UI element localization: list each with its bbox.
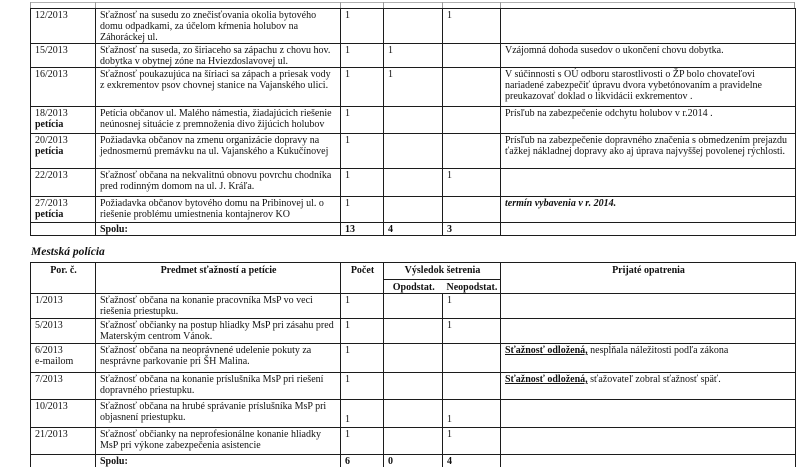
table-row — [31, 44, 796, 68]
justified-cell — [384, 319, 443, 344]
unjustified-cell — [443, 107, 501, 134]
subject-cell: Sťažnosť občianky na postup hliadky MsP pri zásahu pred Materským centrom Vánok. — [96, 319, 341, 344]
empty-cell — [501, 455, 796, 467]
case-number-cell: 7/2013 — [31, 373, 96, 400]
case-number-cell: 21/2013 — [31, 428, 96, 455]
total-justified-cell: 4 — [384, 223, 443, 236]
table-row — [31, 169, 796, 197]
unjustified-cell — [443, 44, 501, 68]
petition-tag: petícia — [35, 146, 64, 157]
subject-cell: Požiadavka občanov na zmenu organizácie dopravy na jednosmernú premávku na ul. Vajanského a Kukučínovej — [96, 134, 341, 169]
subject-cell: Sťažnosť občana na nekvalitnú obnovu povrchu chodníka pred rodinným domom na ul. J. Kráľa. — [96, 169, 341, 197]
unjustified-cell: 1 — [443, 400, 501, 428]
table-row — [31, 107, 796, 134]
table-row — [31, 319, 796, 344]
count-cell: 1 — [341, 373, 384, 400]
unjustified-cell: 1 — [443, 319, 501, 344]
subject-cell: Sťažnosť poukazujúca na šíriaci sa zápach a priesak vody z exkrementov psov chovnej stanice na Vajanského ulici. — [96, 68, 341, 107]
case-number-cell: 1/2013 — [31, 294, 96, 319]
count-cell: 1 — [341, 344, 384, 373]
total-unjustified-cell: 4 — [443, 455, 501, 467]
justified-cell — [384, 134, 443, 169]
case-number-cell: 27/2013 petícia — [31, 197, 96, 223]
case-number-cell: 6/2013 e-mailom — [31, 344, 96, 373]
table-row — [31, 68, 796, 107]
measures-cell — [501, 319, 796, 344]
petition-tag: petícia — [35, 209, 64, 220]
count-cell: 1 — [341, 44, 384, 68]
subject-cell: Sťažnosť občianky na neprofesionálne konanie hliadky MsP pri výkone zabezpečenia asistencie — [96, 428, 341, 455]
measures-cell — [501, 400, 796, 428]
complaints-petitions-table-continued — [30, 8, 796, 236]
count-cell: 1 — [341, 68, 384, 107]
subject-cell: Sťažnosť občana na neoprávnené udelenie pokuty za nesprávne parkovanie pri ŠH Malina. — [96, 344, 341, 373]
case-number-cell: 18/2013 petícia — [31, 107, 96, 134]
petition-tag: petícia — [35, 119, 64, 130]
measures-cell: V súčinnosti s OÚ odboru starostlivosti o ŽP bolo chovateľovi nariadené zabezpečiť úpravu dvora vybetónovaním a pravidelne preukazovať doklad o likvidácii exkrementov . — [501, 68, 796, 107]
unjustified-cell: 1 — [443, 428, 501, 455]
total-label-cell: Spolu: — [96, 455, 341, 467]
case-number-cell: 16/2013 — [31, 68, 96, 107]
subject-cell: Sťažnosť občana na konanie príslušníka MsP pri riešení dopravného priestupku. — [96, 373, 341, 400]
table-row — [31, 197, 796, 223]
justified-cell: 1 — [384, 68, 443, 107]
justified-cell — [384, 373, 443, 400]
section-title: Mestská polícia — [31, 246, 105, 258]
empty-cell — [31, 455, 96, 467]
unjustified-cell: 1 — [443, 169, 501, 197]
justified-cell — [384, 9, 443, 44]
unjustified-cell — [443, 68, 501, 107]
empty-cell — [31, 223, 96, 236]
table-row — [31, 400, 796, 428]
header-row — [31, 263, 796, 280]
count-cell: 1 — [341, 134, 384, 169]
count-cell: 1 — [341, 294, 384, 319]
justified-cell — [384, 428, 443, 455]
unjustified-cell: 1 — [443, 294, 501, 319]
justified-cell — [384, 169, 443, 197]
case-number-cell: 20/2013 petícia — [31, 134, 96, 169]
empty-cell — [501, 223, 796, 236]
justified-cell — [384, 344, 443, 373]
count-cell: 1 — [341, 319, 384, 344]
measures-cell: Sťažnosť odložená, nespĺňala náležitosti podľa zákona — [501, 344, 796, 373]
measures-cell — [501, 294, 796, 319]
total-row — [31, 455, 796, 467]
justified-cell — [384, 294, 443, 319]
measures-cell — [501, 9, 796, 44]
email-tag: e-mailom — [35, 356, 74, 367]
unjustified-cell — [443, 373, 501, 400]
unjustified-cell — [443, 134, 501, 169]
case-number-cell: 10/2013 — [31, 400, 96, 428]
column-header-case-number: Por. č. — [31, 263, 96, 294]
total-label-cell: Spolu: — [96, 223, 341, 236]
justified-cell: 1 — [384, 44, 443, 68]
unjustified-cell — [443, 197, 501, 223]
subject-cell: Sťažnosť občana na konanie pracovníka MsP vo veci riešenia priestupku. — [96, 294, 341, 319]
justified-cell — [384, 107, 443, 134]
column-header-subject: Predmet sťažností a petície — [96, 263, 341, 294]
table-row — [31, 344, 796, 373]
police-complaints-table — [30, 262, 796, 467]
table-row — [31, 428, 796, 455]
total-justified-cell: 0 — [384, 455, 443, 467]
justified-cell — [384, 197, 443, 223]
count-cell: 1 — [341, 428, 384, 455]
subject-cell: Sťažnosť občana na hrubé správanie príslušníka MsP pri objasnení priestupku. — [96, 400, 341, 428]
subject-cell: Petícia občanov ul. Malého námestia, žiadajúcich riešenie neúnosnej situácie z premnoženia divo žijúcich holubov — [96, 107, 341, 134]
case-number-cell: 12/2013 — [31, 9, 96, 44]
subject-cell: Sťažnosť na susedu zo znečisťovania okolia bytového domu odpadkami, za účelom kŕmenia holubov na Záhoráckej ul. — [96, 9, 341, 44]
table-row — [31, 9, 796, 44]
count-cell: 1 — [341, 400, 384, 428]
measures-cell: Sťažnosť odložená, sťažovateľ zobral sťažnosť späť. — [501, 373, 796, 400]
case-number-cell: 22/2013 — [31, 169, 96, 197]
measures-cell — [501, 169, 796, 197]
count-cell: 1 — [341, 107, 384, 134]
column-header-result: Výsledok šetrenia — [384, 263, 501, 280]
column-header-justified: Opodstat. — [384, 280, 443, 294]
justified-cell — [384, 400, 443, 428]
subject-cell: Požiadavka občanov bytového domu na Pribinovej ul. o riešenie problému umiestnenia kontajnerov KO — [96, 197, 341, 223]
measures-cell: termín vybavenia v r. 2014. — [501, 197, 796, 223]
unjustified-cell — [443, 344, 501, 373]
total-count-cell: 6 — [341, 455, 384, 467]
case-number-cell: 15/2013 — [31, 44, 96, 68]
measures-cell — [501, 428, 796, 455]
column-header-count: Počet — [341, 263, 384, 294]
cropped-row-divider — [30, 2, 795, 3]
count-cell: 1 — [341, 9, 384, 44]
case-number-cell: 5/2013 — [31, 319, 96, 344]
count-cell: 1 — [341, 169, 384, 197]
measures-cell: Vzájomná dohoda susedov o ukončení chovu dobytka. — [501, 44, 796, 68]
count-cell: 1 — [341, 197, 384, 223]
table-row — [31, 294, 796, 319]
total-count-cell: 13 — [341, 223, 384, 236]
column-header-unjustified: Neopodstat. — [443, 280, 501, 294]
subject-cell: Sťažnosť na suseda, zo širiaceho sa zápachu z chovu hov. dobytka v obytnej zóne na Hviezdoslavovej ul. — [96, 44, 341, 68]
table-row — [31, 373, 796, 400]
total-unjustified-cell: 3 — [443, 223, 501, 236]
column-header-measures: Prijaté opatrenia — [501, 263, 796, 294]
unjustified-cell: 1 — [443, 9, 501, 44]
table-row — [31, 134, 796, 169]
measures-cell: Prísľub na zabezpečenie dopravného značenia s obmedzením prejazdu ťažkej nákladnej dopravy ako aj úprava najvyššej povolenej rýchlosti. — [501, 134, 796, 169]
total-row — [31, 223, 796, 236]
measures-cell: Prísľub na zabezpečenie odchytu holubov v r.2014 . — [501, 107, 796, 134]
